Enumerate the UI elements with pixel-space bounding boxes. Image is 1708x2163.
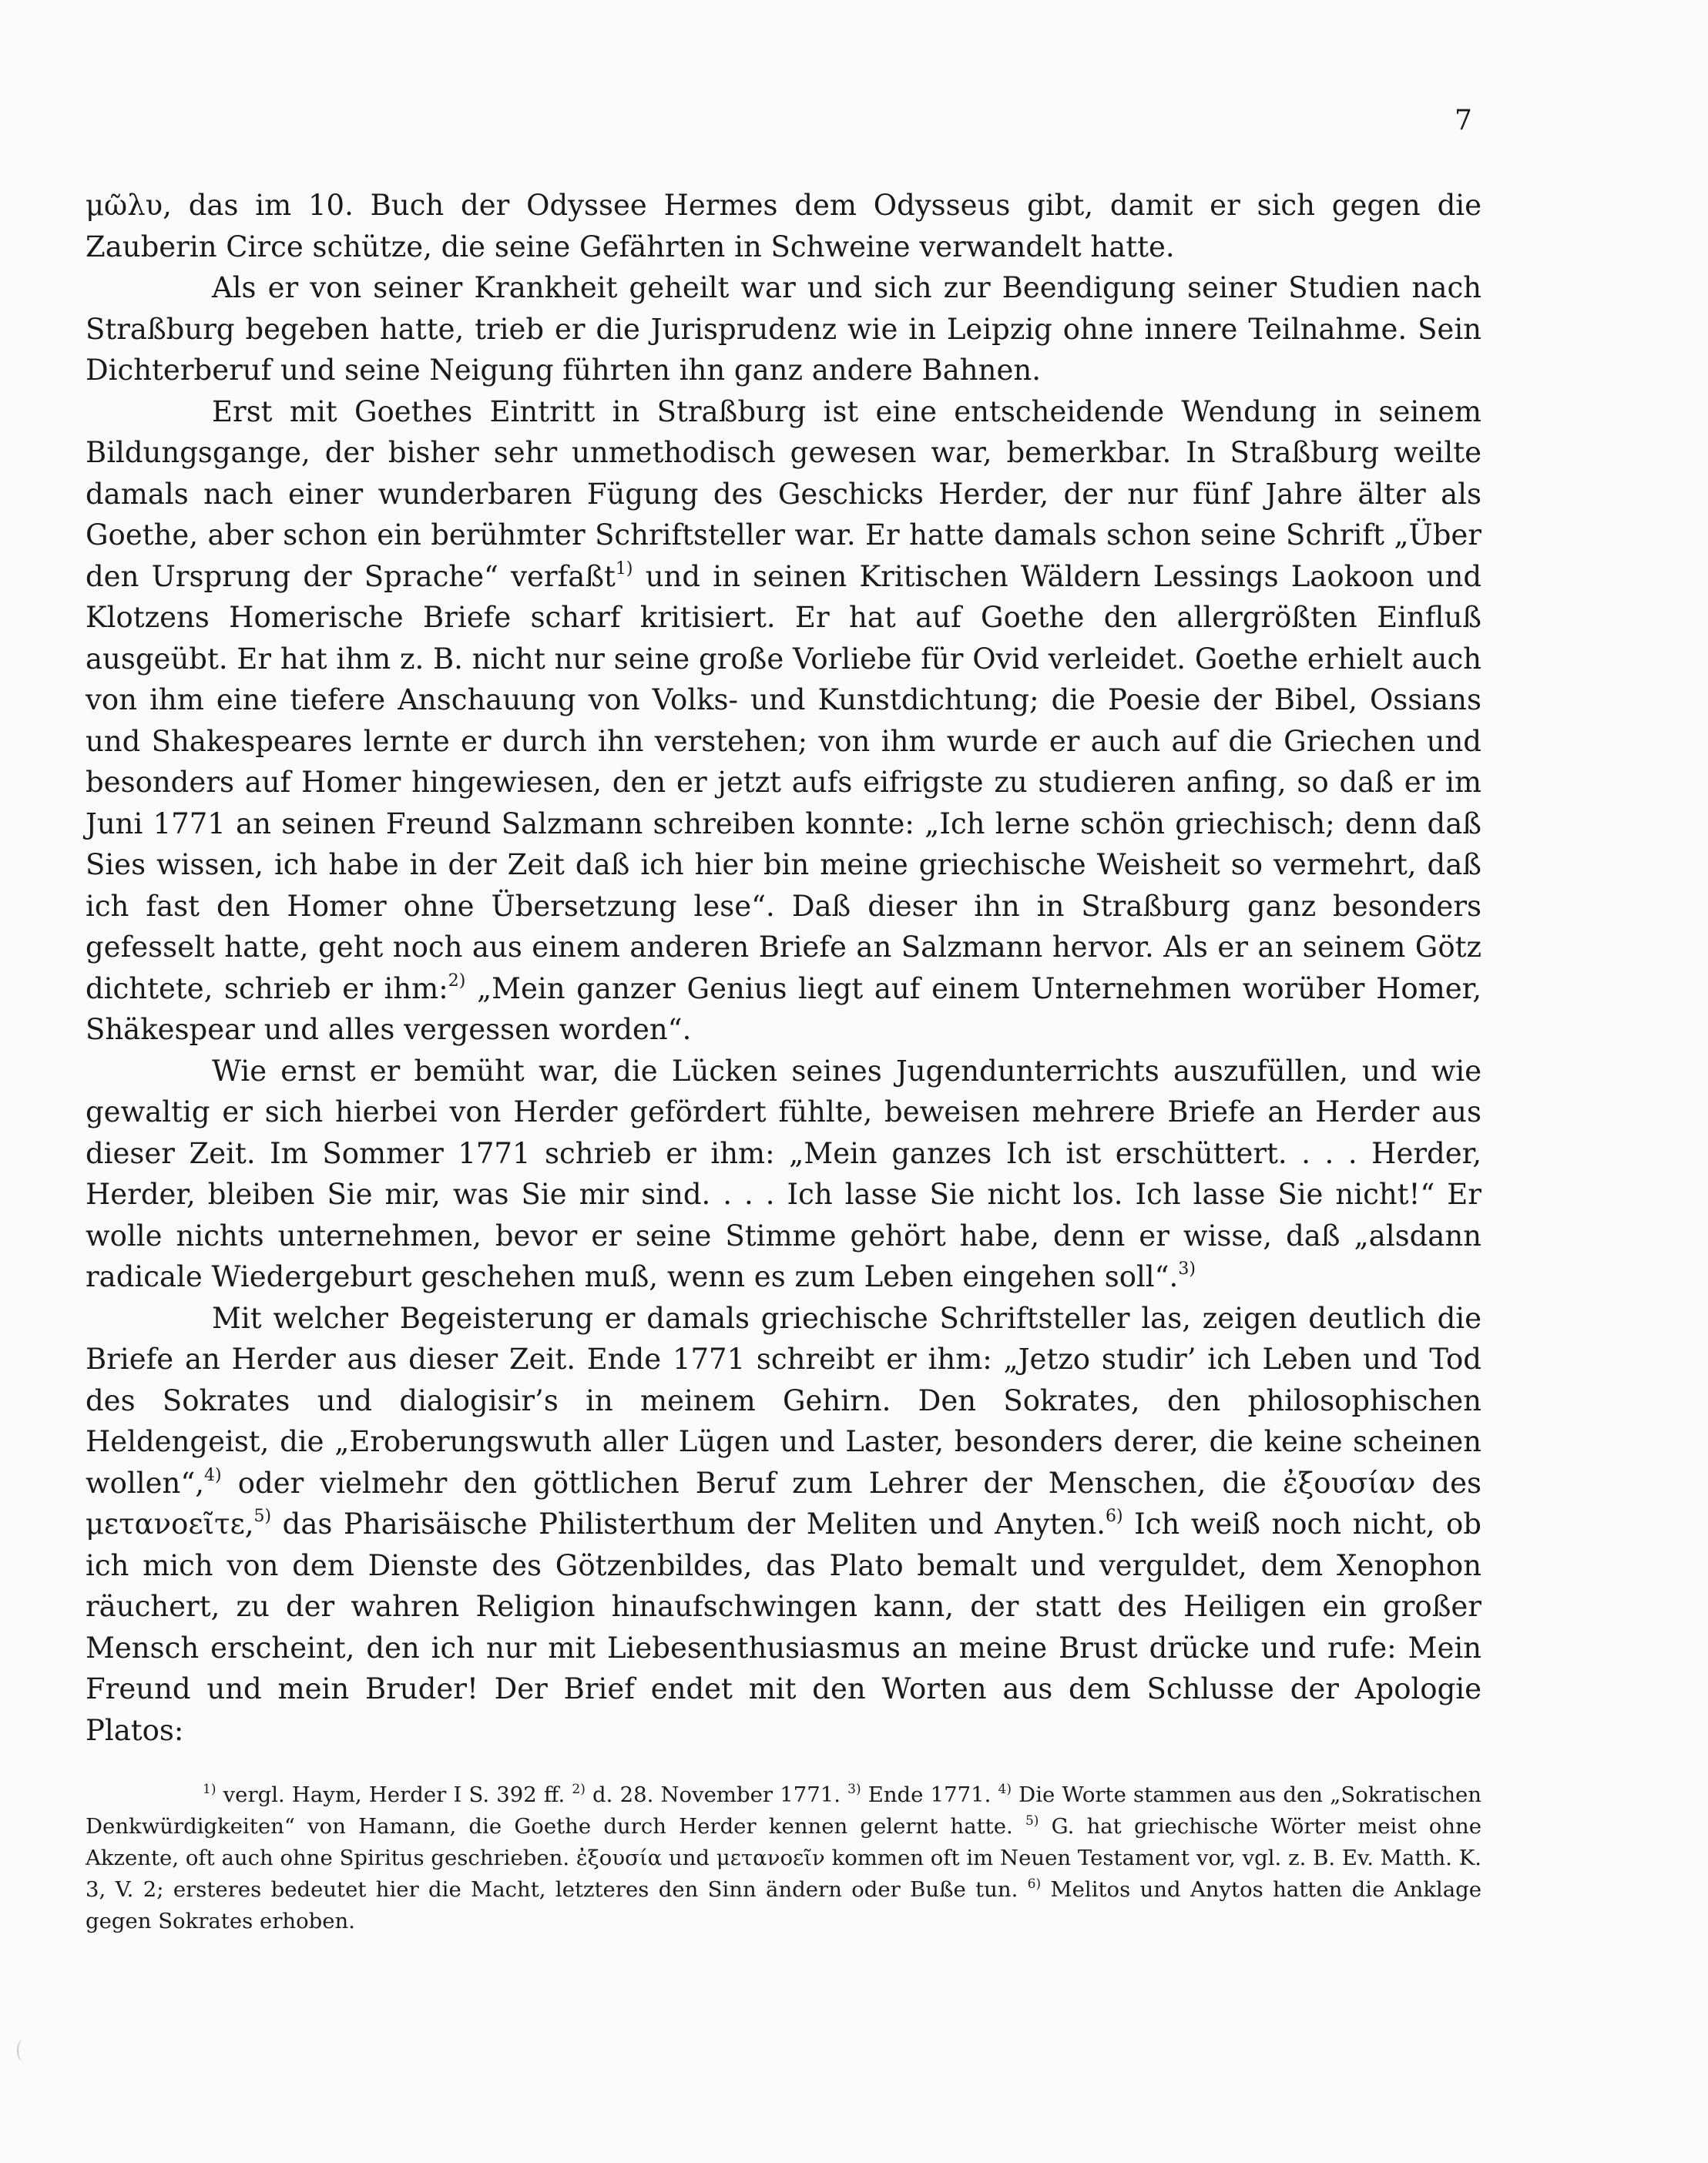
footnote-marker: 5) bbox=[1025, 1813, 1039, 1829]
footnote-text: G. hat griechische Wörter meist ohne Akzente, oft auch ohne Spiritus geschrieben. ἐξουσία und μετανοεῖν kommen oft im Neuen Testament vor, vgl. z. B. Ev. Matth. K. 3, V. 2; ersteres bedeutet hier die Macht, letzteres den Sinn ändern oder Buße tun. bbox=[86, 1814, 1481, 1902]
footnote-marker: 6) bbox=[1027, 1876, 1042, 1892]
paragraph-text: „Mein ganzer Genius liegt auf einem Unternehmen worüber Homer, Shäkespear und alles vergessen worden“. bbox=[86, 971, 1481, 1046]
footnote-reference: 6) bbox=[1105, 1507, 1123, 1526]
paragraph bbox=[86, 1298, 1481, 1752]
scan-artifact bbox=[17, 2040, 29, 2061]
paragraph bbox=[86, 1051, 1481, 1298]
footnote-text: Ende 1771. bbox=[861, 1782, 998, 1807]
paragraph-text: Mit welcher Begeisterung er damals griechische Schriftsteller las, zeigen deutlich die Briefe an Herder aus dieser Zeit. Ende 1771 schreibt er ihm: „Jetzo studir’ ich Leben und Tod des Sokrates und dialogisir’s in meinem Gehirn. Den Sokrates, den philosophischen Heldengeist, die „Eroberungswuth aller Lügen und Laster, besonders derer, die keine scheinen wollen“, bbox=[86, 1301, 1481, 1500]
paragraph-text: oder vielmehr den göttlichen Beruf zum Lehrer der Menschen, die ἐξουσίαν des μετανοεῖτε, bbox=[86, 1466, 1481, 1541]
paragraph bbox=[86, 391, 1481, 1051]
footnote-reference: 4) bbox=[204, 1465, 222, 1485]
footnote-reference: 3) bbox=[1178, 1259, 1196, 1279]
footnote-marker: 2) bbox=[572, 1782, 586, 1797]
footnote-reference: 5) bbox=[253, 1507, 272, 1526]
footnote-block bbox=[86, 1779, 1481, 1937]
paragraph-text: Erst mit Goethes Eintritt in Straßburg ist eine entscheidende Wendung in seinem Bildungsgange, der bisher sehr unmethodisch gewesen war, bemerkbar. In Straßburg weilte damals nach einer wunderbaren Fügung des Geschicks Herder, der nur fünf Jahre älter als Goethe, aber schon ein berühmter Schriftsteller war. Er hatte damals schon seine Schrift „Über den Ursprung der Sprache“ verfaßt bbox=[86, 394, 1481, 593]
paragraph-text: Wie ernst er bemüht war, die Lücken seines Jugendunterrichts auszufüllen, und wie gewaltig er sich hierbei von Herder gefördert fühlte, beweisen mehrere Briefe an Herder aus dieser Zeit. Im Sommer 1771 schrieb er ihm: „Mein ganzes Ich ist erschüttert. . . . Herder, Herder, bleiben Sie mir, was Sie mir sind. . . . Ich lasse Sie nicht los. Ich lasse Sie nicht!“ Er wolle nichts unternehmen, bevor er seine Stimme gehört habe, denn er wisse, daß „alsdann radicale Wiedergeburt geschehen muß, wenn es zum Leben eingehen soll“. bbox=[86, 1054, 1481, 1293]
paragraph-text: Als er von seiner Krankheit geheilt war und sich zur Beendigung seiner Studien nach Straßburg begeben hatte, trieb er die Jurisprudenz wie in Leipzig ohne innere Teilnahme. Sein Dichterberuf und seine Neigung führten ihn ganz andere Bahnen. bbox=[86, 271, 1481, 387]
footnote-text: Die Worte stammen aus den „Sokratischen Denkwürdigkeiten“ von Hamann, die Goethe durch Herder kennen gelernt hatte. bbox=[86, 1782, 1482, 1839]
paragraph-text: Ich weiß noch nicht, ob ich mich von dem Dienste des Götzenbildes, das Plato bemalt und verguldet, dem Xenophon räuchert, zu der wahren Religion hinaufschwingen kann, der statt des Heiligen ein großer Mensch erscheint, den ich nur mit Liebesenthusiasmus an meine Brust drücke und rufe: Mein Freund und mein Bruder! Der Brief endet mit den Worten aus dem Schlusse der Apologie Platos: bbox=[86, 1507, 1481, 1747]
footnote-text: Melitos und Anytos hatten die Anklage gegen Sokrates erhoben. bbox=[86, 1877, 1481, 1933]
footnote-reference: 2) bbox=[448, 971, 466, 991]
page-number: 7 bbox=[1455, 105, 1472, 136]
footnote-marker: 3) bbox=[847, 1782, 861, 1797]
footnotes bbox=[86, 1779, 1481, 1937]
footnote-marker: 1) bbox=[203, 1782, 216, 1797]
footnote-text: d. 28. November 1771. bbox=[585, 1782, 848, 1807]
footnote-reference: 1) bbox=[615, 558, 633, 578]
body-text bbox=[86, 185, 1481, 1751]
paragraph bbox=[86, 267, 1481, 391]
paragraph-text: und in seinen Kritischen Wäldern Lessings Laokoon und Klotzens Homerische Briefe scharf kritisiert. Er hat auf Goethe den allergrößten Einfluß ausgeübt. Er hat ihm z. B. nicht nur seine große Vorliebe für Ovid verleidet. Goethe erhielt auch von ihm eine tiefere Anschauung von Volks- und Kunstdichtung; die Poesie der Bibel, Ossians und Shakespeares lernte er durch ihn verstehen; von ihm wurde er auch auf die Griechen und besonders auf Homer hingewiesen, den er jetzt aufs eifrigste zu studieren anfing, so daß er im Juni 1771 an seinen Freund Salzmann schreiben konnte: „Ich lerne schön griechisch; denn daß Sies wissen, ich habe in der Zeit daß ich hier bin meine griechische Weisheit so vermehrt, daß ich fast den Homer ohne Übersetzung lese“. Daß dieser ihn in Straßburg ganz besonders gefesselt hatte, geht noch aus einem anderen Briefe an Salzmann hervor. Als er an seinem Götz dichtete, schrieb er ihm: bbox=[86, 559, 1481, 1005]
paragraph-text: das Pharisäische Philisterthum der Meliten und Anyten. bbox=[271, 1507, 1106, 1541]
footnote-text: vergl. Haym, Herder I S. 392 ff. bbox=[216, 1782, 572, 1807]
paragraph bbox=[86, 185, 1481, 267]
footnote-marker: 4) bbox=[998, 1782, 1012, 1797]
paragraph-text: μῶλυ, das im 10. Buch der Odyssee Hermes dem Odysseus gibt, damit er sich gegen die Zauberin Circe schütze, die seine Gefährten in Schweine verwandelt hatte. bbox=[86, 189, 1481, 263]
